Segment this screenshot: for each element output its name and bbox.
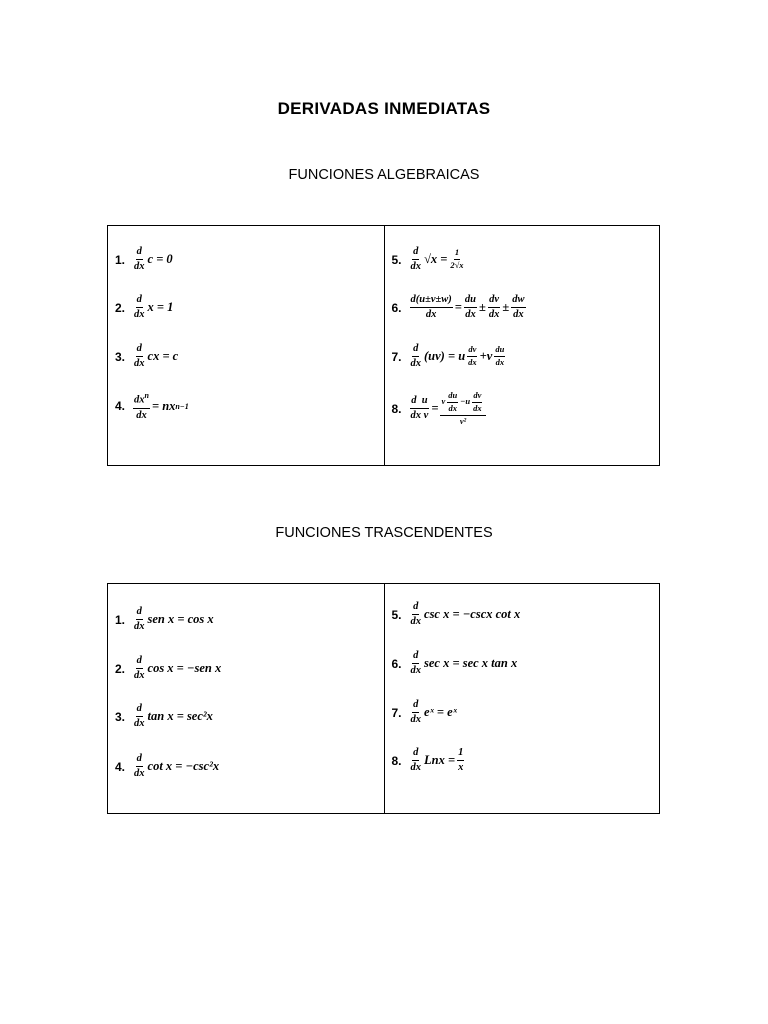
section-heading-algebraic: FUNCIONES ALGEBRAICAS <box>288 167 480 183</box>
transcendental-table <box>107 583 660 814</box>
formula-3: 3. $\frac{d}{dx}$ cx = c <box>115 343 179 370</box>
algebraic-left-column <box>108 226 384 465</box>
formula-5: 5. $\frac{d}{dx}$ √x = $\frac{1}{2√x}$ <box>391 246 464 273</box>
formula-4: 4. $\frac{d}{dx}$ cot x = −csc²x <box>115 753 220 780</box>
formula-7: 7. $\frac{d}{dx}$ (uv) = u $\frac{dv}{dx}$ +v $\frac{du}{dx}$ <box>391 343 505 370</box>
formula-6: 6. $\frac{d(u\pm v\pm w)}{dx}$ = $\frac{du}{dx}$ ± $\frac{dv}{dx}$ ± $\frac{dw}{dx}$ <box>391 294 525 321</box>
section-heading-transcendental: FUNCIONES TRASCENDENTES <box>275 525 493 541</box>
algebraic-table <box>107 225 660 466</box>
transcendental-left-column <box>108 584 384 813</box>
page-title: DERIVADAS INMEDIATAS <box>277 99 491 118</box>
formula-1: 1. $\frac{d}{dx}$ c = 0 <box>115 246 173 273</box>
formula-3: 3. $\frac{d}{dx}$ tan x = sec²x <box>115 703 213 730</box>
algebraic-right-column <box>384 226 660 465</box>
transcendental-right-column <box>384 584 660 813</box>
formula-6: 6. $\frac{d}{dx}$ sec x = sec x tan x <box>391 650 518 677</box>
formula-1: 1. $\frac{d}{dx}$ sen x = cos x <box>115 606 214 633</box>
formula-8: 8. $\frac{d}{dx}$ Lnx = $\frac{1}{x}$ <box>391 747 464 774</box>
formula-2: 2. $\frac{d}{dx}$ x = 1 <box>115 294 174 321</box>
formula-5: 5. $\frac{d}{dx}$ csc x = −cscx cot x <box>391 601 521 628</box>
formula-4: 4. $\frac{dx^n}{dx}$ = nx n−1 <box>115 391 189 421</box>
formula-8: 8. $\frac{\text{d u}}{\text{dx v}}$ = v $\frac{du}{dx}$ −u $\frac{dv}{dx}$ v² <box>392 391 488 426</box>
formula-2: 2. $\frac{d}{dx}$ cos x = −sen x <box>115 655 222 682</box>
formula-7: 7. $\frac{d}{dx}$ eˣ = eˣ <box>391 699 457 726</box>
